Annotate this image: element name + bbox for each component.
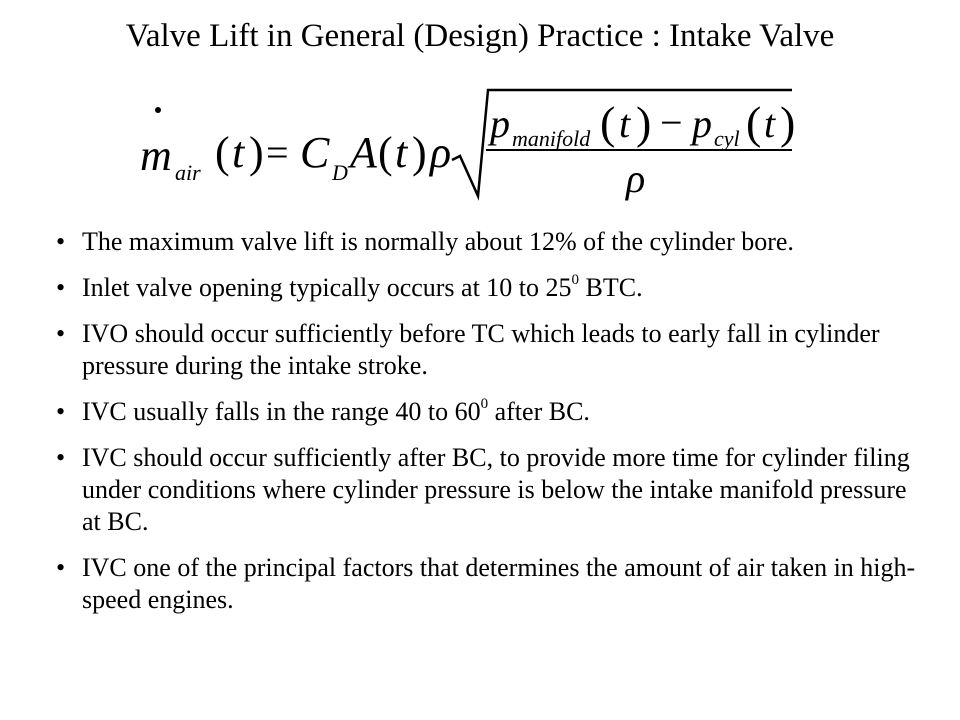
eq-open-paren-1: ( bbox=[215, 128, 230, 177]
eq-open-paren-3: ( bbox=[600, 97, 616, 148]
bullet-marker: • bbox=[56, 397, 66, 426]
bullet-marker: • bbox=[56, 443, 66, 472]
list-item bbox=[56, 318, 916, 382]
slide-title: Valve Lift in General (Design) Practice : Intake Valve bbox=[125, 18, 835, 54]
list-item bbox=[56, 396, 916, 428]
eq-t-4: t bbox=[764, 101, 776, 146]
eq-p-2: p bbox=[692, 101, 712, 146]
bullet-marker: • bbox=[56, 553, 66, 582]
bullet-text-tail: after BC. bbox=[488, 397, 590, 426]
list-item bbox=[56, 272, 916, 304]
eq-close-paren-1: ) bbox=[249, 128, 264, 177]
bullet-text: IVO should occur sufficiently before TC which leads to early fall in cylinder pressure during the intake stroke. bbox=[82, 319, 880, 380]
eq-close-paren-3: ) bbox=[636, 97, 652, 148]
bullet-text: The maximum valve lift is normally about 12% of the cylinder bore. bbox=[82, 227, 794, 256]
list-item bbox=[56, 442, 916, 538]
eq-equals: = bbox=[266, 130, 289, 175]
eq-open-paren-2: ( bbox=[378, 128, 393, 177]
bullet-text: IVC usually falls in the range 40 to 60 bbox=[82, 397, 481, 426]
bullet-marker: • bbox=[56, 273, 66, 302]
eq-A: A bbox=[350, 128, 377, 177]
bullet-marker: • bbox=[56, 227, 66, 256]
eq-D-subscript: D bbox=[332, 160, 348, 185]
eq-C: C bbox=[300, 128, 330, 177]
bullet-marker: • bbox=[56, 319, 66, 348]
eq-rho-1: ρ bbox=[430, 128, 452, 177]
eq-t-1: t bbox=[232, 128, 245, 177]
eq-air-subscript: air bbox=[175, 160, 201, 185]
eq-close-paren-2: ) bbox=[412, 128, 427, 177]
bullet-list bbox=[56, 226, 916, 630]
bullet-text-tail: BTC. bbox=[579, 273, 643, 302]
mass-flow-equation bbox=[0, 0, 960, 210]
eq-p-1: p bbox=[490, 101, 510, 146]
eq-open-paren-4: ( bbox=[746, 97, 762, 148]
bullet-text: IVC one of the principal factors that determines the amount of air taken in high-speed engines. bbox=[82, 553, 916, 614]
degree-superscript: 0 bbox=[571, 272, 580, 289]
list-item bbox=[56, 552, 916, 616]
list-item bbox=[56, 226, 916, 258]
time-derivative-dot bbox=[155, 107, 161, 113]
eq-close-paren-4: ) bbox=[780, 97, 796, 148]
eq-t-3: t bbox=[619, 101, 631, 146]
eq-rho-2: ρ bbox=[626, 156, 646, 201]
eq-t-2: t bbox=[395, 128, 408, 177]
bullet-text: Inlet valve opening typically occurs at 10 to 25 bbox=[82, 273, 572, 302]
eq-minus: − bbox=[660, 100, 683, 145]
degree-superscript: 0 bbox=[480, 396, 489, 413]
eq-m: m bbox=[140, 131, 172, 180]
bullet-text: IVC should occur sufficiently after BC, to provide more time for cylinder filing under conditions where cylinder pressure is below the intake manifold pressure at BC. bbox=[82, 443, 910, 536]
eq-manifold-subscript: manifold bbox=[512, 126, 591, 151]
eq-cyl-subscript: cyl bbox=[714, 126, 740, 151]
